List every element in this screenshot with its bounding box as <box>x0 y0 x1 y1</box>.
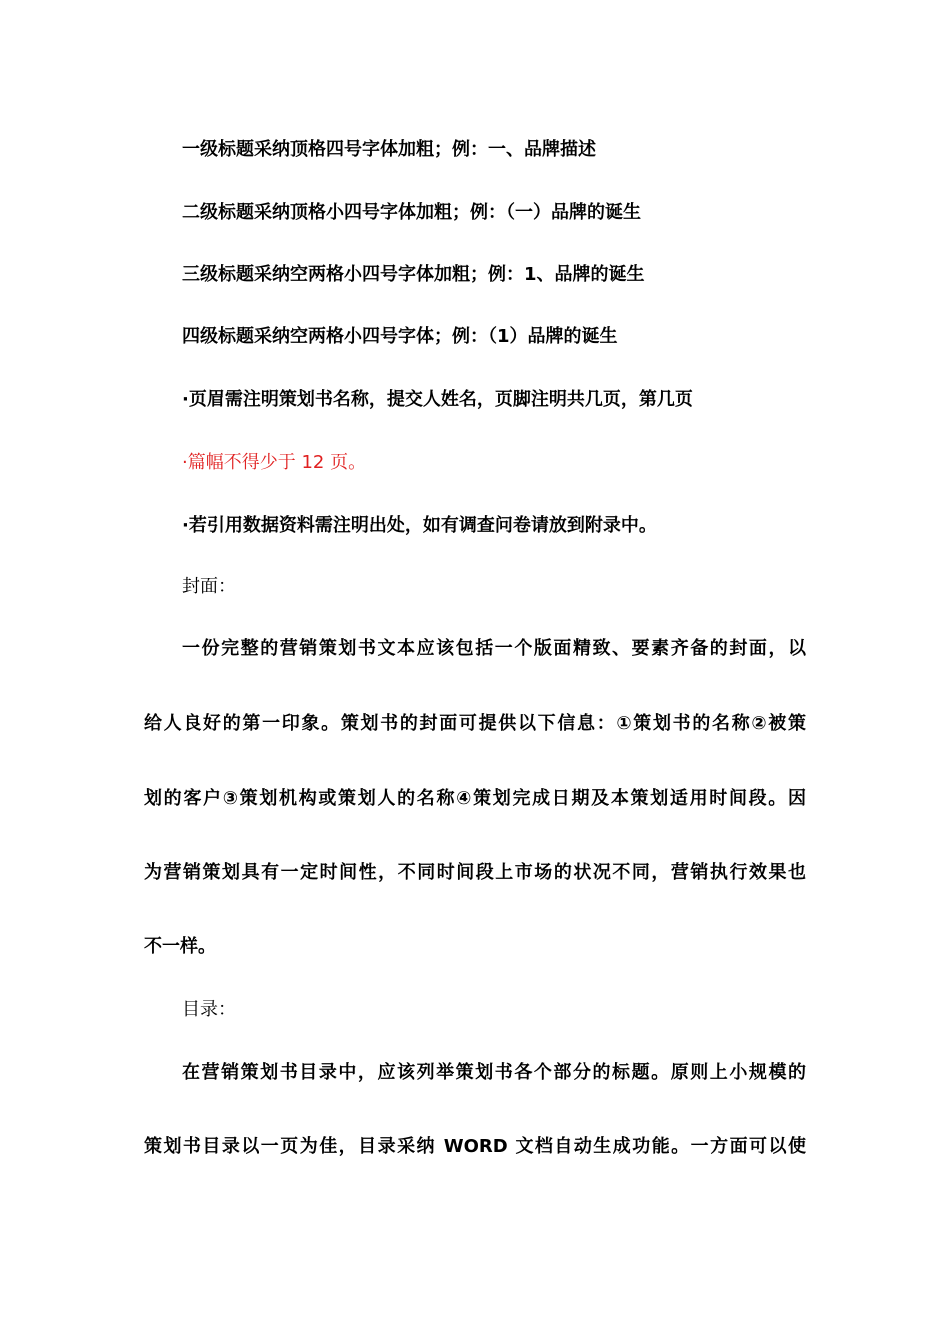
page-count-rule: ·篇幅不得少于 12 页。 <box>182 452 367 473</box>
cover-paragraph-line: 一份完整的营销策划书文本应该包括一个版面精致、要素齐备的封面，以 <box>182 638 806 659</box>
heading-rule-level4: 四级标题采纳空两格小四号字体；例：（1）品牌的诞生 <box>182 326 618 347</box>
toc-paragraph-line: 在营销策划书目录中，应该列举策划书各个部分的标题。原则上小规模的 <box>182 1062 806 1083</box>
cover-paragraph-line: 划的客户③策划机构或策划人的名称④策划完成日期及本策划适用时间段。因 <box>144 788 806 809</box>
cover-paragraph-line: 为营销策划具有一定时间性，不同时间段上市场的状况不同，营销执行效果也 <box>144 862 806 883</box>
toc-heading: 目录： <box>182 999 236 1020</box>
header-footer-rule: ·页眉需注明策划书名称，提交人姓名，页脚注明共几页，第几页 <box>182 389 693 410</box>
cover-heading: 封面： <box>182 576 236 597</box>
heading-rule-level3: 三级标题采纳空两格小四号字体加粗；例：1、品牌的诞生 <box>182 264 645 285</box>
citation-rule: ·若引用数据资料需注明出处，如有调查问卷请放到附录中。 <box>182 515 657 536</box>
heading-rule-level1: 一级标题采纳顶格四号字体加粗；例：一、品牌描述 <box>182 139 596 160</box>
toc-paragraph-line: 策划书目录以一页为佳，目录采纳 WORD 文档自动生成功能。一方面可以使 <box>144 1136 806 1157</box>
cover-paragraph-line: 给人良好的第一印象。策划书的封面可提供以下信息：①策划书的名称②被策 <box>144 713 806 734</box>
cover-paragraph-line: 不一样。 <box>144 936 216 957</box>
heading-rule-level2: 二级标题采纳顶格小四号字体加粗；例：（一）品牌的诞生 <box>182 202 641 223</box>
